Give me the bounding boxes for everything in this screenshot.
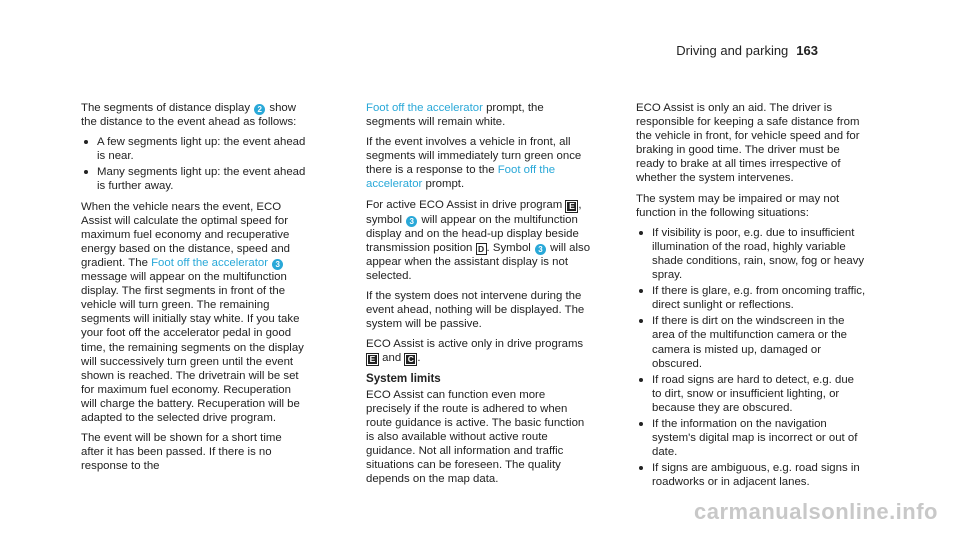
section-heading: System limits [366, 372, 441, 386]
list-item: Many segments light up: the event ahead is further away. [81, 165, 306, 193]
text: . [417, 352, 421, 365]
watermark: carmanualsonline.info [694, 499, 938, 524]
paragraph [366, 337, 591, 366]
text: prompt, the segments will remain white. [366, 102, 544, 129]
list-item: If there is glare, e.g. from oncoming traffic, direct sunlight or reflections. [636, 284, 866, 312]
paragraph: ECO Assist can function even more precisely if the route is adhered to when route guidance is active. The basic function is also available without active route guidance. Not all information and traffic situations can be foreseen. The quality depends on the map data. [366, 388, 585, 486]
section-title: Driving and parking [676, 43, 789, 58]
list-item: A few segments light up: the event ahead is near. [81, 135, 306, 163]
callout-3-icon: 3 [406, 216, 417, 227]
text: . Symbol [486, 241, 535, 254]
text: ECO Assist is active only in drive programs [366, 338, 584, 351]
paragraph: The system may be impaired or may not function in the following situations: [636, 192, 840, 219]
list-item: If signs are ambiguous, e.g. road signs in roadworks or in adjacent lanes. [636, 461, 866, 489]
paragraph: The event will be shown for a short time after it has been passed. If there is no response to the [81, 432, 282, 473]
paragraph [81, 101, 306, 129]
paragraph [81, 200, 306, 426]
drive-program-c-icon: C [404, 353, 417, 366]
callout-3-icon: 3 [272, 259, 283, 270]
list-item: If there is dirt on the windscreen in the area of the multifunction camera or the camera is misted up, damaged or obscured. [636, 314, 866, 370]
text: and [379, 352, 405, 365]
paragraph [366, 101, 591, 129]
drive-program-e-icon: E [565, 200, 578, 213]
column-2 [366, 101, 591, 492]
text: , symbol [366, 198, 582, 226]
page-header [676, 43, 818, 58]
paragraph: ECO Assist is only an aid. The driver is responsible for keeping a safe distance from the vehicle in front, for vehicle speed and for braking in good time. The driver must be ready to brake at all times irrespective of whether the system intervenes. [636, 102, 860, 185]
column-1 [81, 101, 306, 479]
text: prompt. [422, 178, 465, 191]
foot-off-accelerator-label: Foot off the accelerator [151, 256, 269, 269]
text: will also appear when the assistant display is not selected. [366, 241, 591, 282]
list-item: If the information on the navigation system's digital map is incorrect or out of date. [636, 417, 866, 459]
paragraph [366, 135, 591, 191]
column-3 [636, 101, 866, 495]
paragraph [366, 198, 591, 283]
page-number: 163 [796, 43, 818, 58]
callout-2-icon: 2 [254, 104, 265, 115]
drive-program-e-icon: E [366, 353, 379, 366]
list-item: If visibility is poor, e.g. due to insufficient illumination of the road, highly variable shade conditions, rain, snow, fog or heavy spray. [636, 226, 866, 282]
text: For active ECO Assist in drive program [366, 198, 566, 211]
text: show the distance to the event ahead as follows: [81, 102, 297, 129]
text: When the vehicle nears the event, ECO Assist will calculate the optimal speed for maximum fuel economy and recuperative energy based on the distance, speed and gradient. The [81, 200, 290, 269]
bullet-list [81, 135, 306, 193]
text: will appear on the multifunction display and on the head-up display beside transmission position [366, 213, 579, 254]
bullet-list [636, 226, 866, 490]
foot-off-accelerator-label: Foot off the accelerator [366, 164, 556, 191]
transmission-d-icon: D [476, 243, 487, 255]
callout-3-icon: 3 [535, 244, 546, 255]
list-item: If road signs are hard to detect, e.g. due to dirt, snow or insufficient lighting, or because they are obscured. [636, 373, 866, 415]
foot-off-accelerator-label: Foot off the accelerator [366, 102, 483, 114]
text: message will appear on the multifunction display. The first segments in front of the vehicle will turn green. The remaining segments will initially stay white. If you take your foot off the accelerator pedal in good time, the remaining segments on the display will successively turn green until the event shown is reached. The drivetrain will be set for maximum fuel economy. Recuperation will charge the battery. Recuperation will be adapted to the selected drive program. [81, 271, 304, 424]
paragraph: If the system does not intervene during the event ahead, nothing will be displayed. The system will be passive. [366, 290, 585, 331]
text: If the event involves a vehicle in front, all segments will immediately turn green once there is a response to the [366, 136, 582, 177]
text: The segments of distance display [81, 102, 254, 114]
